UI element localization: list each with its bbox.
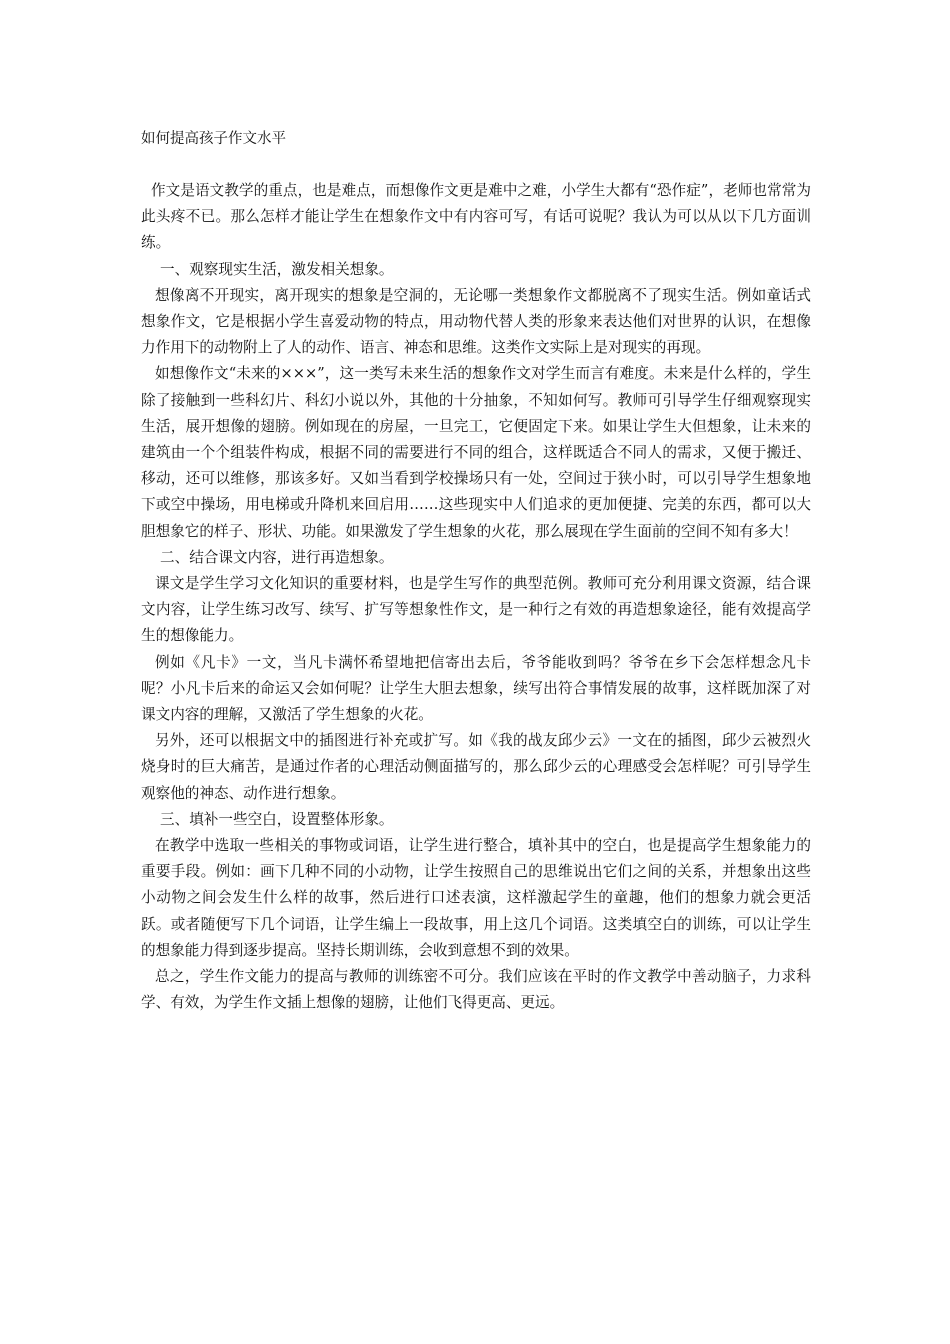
section-heading-3: 三、填补一些空白，设置整体形象。 [160,810,394,828]
section-heading-1: 一、观察现实生活，激发相关想象。 [160,260,394,278]
paragraph: 另外，还可以根据文中的插图进行补充或扩写。如《我的战友邱少云》一文在的插图，邱少云被烈火烧身时的巨大痛苦，是通过作者的心理活动侧面描写的，那么邱少云的心理感受会怎样呢？可引导学生观察他的神态、动作进行想象。 [141,732,811,802]
paragraph-intro: 作文是语文教学的重点，也是难点，而想像作文更是难中之难，小学生大都有“恐作症”，老师也常常为此头疼不已。那么怎样才能让学生在想象作文中有内容可写，有话可说呢？我认为可以从以下几方面训练。 [141,182,811,252]
paragraph: 课文是学生学习文化知识的重要材料，也是学生写作的典型范例。教师可充分利用课文资源，结合课文内容，让学生练习改写、续写、扩写等想象性作文，是一种行之有效的再造想象途径，能有效提高学生的想像能力。 [141,575,811,645]
paragraph: 如想像作文“未来的×××”，这一类写未来生活的想象作文对学生而言有难度。未来是什么样的，学生除了接触到一些科幻片、科幻小说以外，其他的十分抽象，不知如何写。教师可引导学生仔细观察现实生活，展开想像的翅膀。例如现在的房屋，一旦完工，它便固定下来。如果让学生大但想象，让未来的建筑由一个个组装件构成，根据不同的需要进行不同的组合，这样既适合不同人的需求，又便于搬迁、移动，还可以维修，那该多好。又如当看到学校操场只有一处，空间过于狭小时，可以引导学生想象地下或空中操场，用电梯或升降机来回启用……这些现实中人们追求的更加便捷、完美的东西，都可以大胆想象它的样子、形状、功能。如果激发了学生想象的火花，那么展现在学生面前的空间不知有多大！ [141,365,811,540]
document-title: 如何提高孩子作文水平 [141,131,286,147]
document-body [141,178,811,1017]
paragraph: 在教学中选取一些相关的事物或词语，让学生进行整合，填补其中的空白，也是提高学生想象能力的重要手段。例如：画下几种不同的小动物，让学生按照自己的思维说出它们之间的关系，并想象出这些小动物之间会发生什么样的故事，然后进行口述表演，这样激起学生的童趣，他们的想象力就会更活跃。或者随便写下几个词语，让学生编上一段故事，用上这几个词语。这类填空白的训练，可以让学生的想象能力得到逐步提高。坚持长期训练，会收到意想不到的效果。 [141,837,811,959]
paragraph: 想像离不开现实，离开现实的想象是空洞的，无论哪一类想象作文都脱离不了现实生活。例如童话式想象作文，它是根据小学生喜爱动物的特点，用动物代替人类的形象来表达他们对世界的认识，在想像力作用下的动物附上了人的动作、语言、神态和思维。这类作文实际上是对现实的再现。 [141,286,811,357]
section-heading-2: 二、结合课文内容，进行再造想象。 [160,548,394,566]
paragraph: 例如《凡卡》一文，当凡卡满怀希望地把信寄出去后，爷爷能收到吗？爷爷在乡下会怎样想念凡卡呢？小凡卡后来的命运又会如何呢？让学生大胆去想象，续写出符合事情发展的故事，这样既加深了对课文内容的理解，又激活了学生想象的火花。 [141,653,811,724]
paragraph-conclusion: 总之，学生作文能力的提高与教师的训练密不可分。我们应该在平时的作文教学中善动脑子，力求科学、有效，为学生作文插上想像的翅膀，让他们飞得更高、更远。 [141,968,811,1012]
